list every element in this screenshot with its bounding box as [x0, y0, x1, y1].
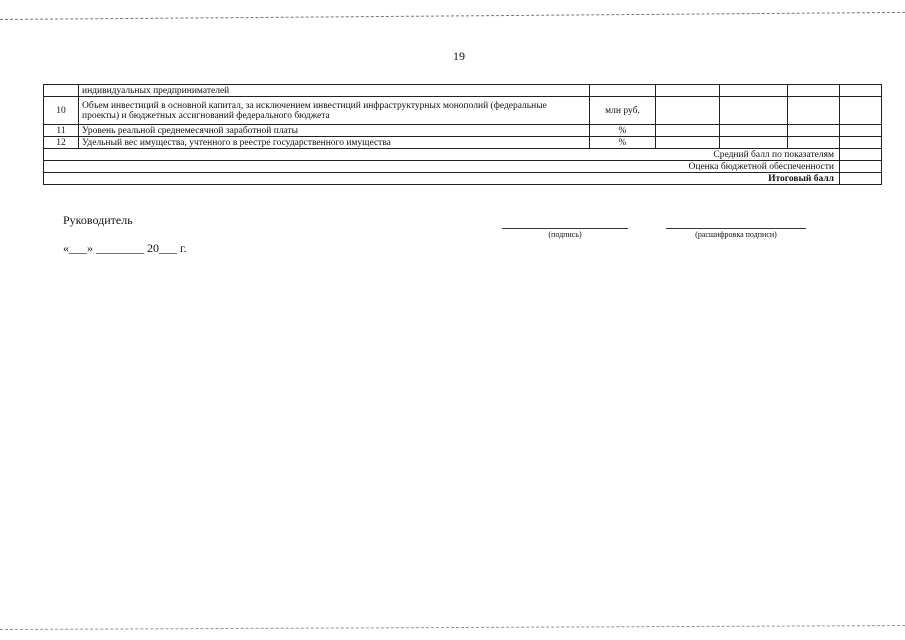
indicator-unit: % — [590, 125, 656, 137]
score-cell — [840, 125, 882, 137]
value-cell — [788, 97, 840, 125]
average-score-value — [840, 149, 882, 161]
value-cell — [720, 125, 788, 137]
date-line: «___» ________ 20___ г. — [63, 241, 187, 255]
value-cell — [720, 85, 788, 97]
table-row — [44, 125, 882, 137]
signature-caption: (подпись) — [548, 230, 582, 239]
decoding-line — [666, 228, 806, 229]
row-number: 10 — [44, 97, 79, 125]
row-number: 12 — [44, 137, 79, 149]
indicators-table — [43, 84, 882, 185]
score-cell — [840, 85, 882, 97]
total-score-value — [840, 173, 882, 185]
value-cell — [720, 97, 788, 125]
value-cell — [656, 137, 720, 149]
indicator-name: Уровень реальной среднемесячной заработной платы — [79, 125, 590, 137]
page-number: 19 — [453, 49, 465, 63]
scan-edge-top — [0, 12, 905, 21]
scan-edge-bottom — [0, 625, 905, 631]
indicator-unit: % — [590, 137, 656, 149]
indicator-name: Объем инвестиций в основной капитал, за исключением инвестиций инфраструктурных монополий (федеральные проекты) и бюджетных ассигнований федерального бюджета — [79, 97, 590, 125]
row-number: 11 — [44, 125, 79, 137]
signature-line — [502, 228, 628, 229]
summary-row-budget — [44, 161, 882, 173]
total-score-label: Итоговый балл — [44, 173, 840, 185]
indicator-name: Удельный вес имущества, учтенного в реестре государственного имущества — [79, 137, 590, 149]
value-cell — [720, 137, 788, 149]
score-cell — [840, 137, 882, 149]
summary-row-average — [44, 149, 882, 161]
indicator-unit: млн руб. — [590, 97, 656, 125]
budget-score-value — [840, 161, 882, 173]
average-score-label: Средний балл по показателям — [44, 149, 840, 161]
table-row — [44, 97, 882, 125]
table-row — [44, 85, 882, 97]
indicator-name: индивидуальных предпринимателей — [79, 85, 590, 97]
budget-score-label: Оценка бюджетной обеспеченности — [44, 161, 840, 173]
indicator-unit — [590, 85, 656, 97]
row-number — [44, 85, 79, 97]
decoding-caption: (расшифровка подписи) — [695, 230, 777, 239]
value-cell — [656, 125, 720, 137]
summary-row-total — [44, 173, 882, 185]
value-cell — [788, 125, 840, 137]
value-cell — [656, 97, 720, 125]
score-cell — [840, 97, 882, 125]
head-label: Руководитель — [63, 213, 133, 227]
table-row — [44, 137, 882, 149]
value-cell — [788, 85, 840, 97]
value-cell — [788, 137, 840, 149]
value-cell — [656, 85, 720, 97]
